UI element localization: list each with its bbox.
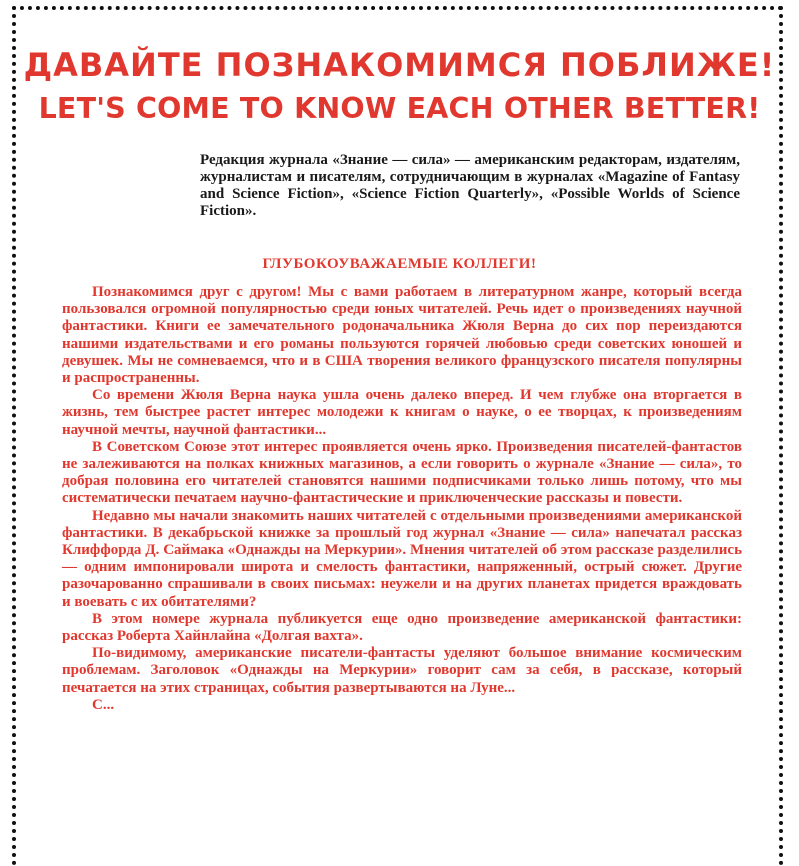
letter-body <box>62 284 742 714</box>
paragraph: В этом номере журнала публикуется еще одно произведение американской фантастики: рассказ Роберта Хайнлайна «Долгая вахта». <box>62 610 742 645</box>
paragraph: Познакомимся друг с другом! Мы с вами работаем в литературном жанре, который всегда пользовался огромной популярностью среди юных читателей. Речь идет о произведениях научной фантастики. Книги ее замечательного родоначальника Жюля Верна до сих пор переиздаются нашими издательствами и его романы пользуются горячей любовью среди советских юношей и девушек. Мы не сомневаемся, что и в США творения великого французского писателя популярны и распространенны. <box>62 284 742 387</box>
paragraph: Со времени Жюля Верна наука ушла очень далеко вперед. И чем глубже она вторгается в жизнь, тем быстрее растет интерес молодежи к книгам о науке, о ее творцах, к произведениям научной мечты, научной фантастики... <box>62 387 742 438</box>
editorial-address: Редакция журнала «Знание — сила» — американским редакторам, издателям, журналистам и писателям, сотрудничающим в журналах «Magazine of Fantasy and Science Fiction», «Science Fiction Quarterly», «Possible Worlds of Science Fiction». <box>200 152 740 219</box>
greeting-heading: ГЛУБОКОУВАЖАЕМЫЕ КОЛЛЕГИ! <box>262 256 537 272</box>
paragraph: По-видимому, американские писатели-фантасты уделяют большое внимание космическим проблемам. Заголовок «Однажды на Меркурии» говорит сам за себя, в рассказе, который печатается на этих страницах, события развертываются на Луне... <box>62 645 742 696</box>
paragraph: С... <box>92 696 115 713</box>
paragraph: Недавно мы начали знакомить наших читателей с отдельными произведениями американской фантастики. В декабрьской книжке за прошлый год журнал «Знание — сила» напечатал рассказ Клиффорда Д. Саймака «Однажды на Меркурии». Мнения читателей об этом рассказе разделились — одним импонировали широта и смелость фантастики, напряженный, острый сюжет. Другие разочарованно спрашивали в своих письмах: неужели и на других планетах придется враждовать и воевать с их обитателями? <box>62 507 742 610</box>
title-russian: ДАВАЙТЕ ПОЗНАКОМИМСЯ ПОБЛИЖЕ! <box>23 46 776 84</box>
paragraph: В Советском Союзе этот интерес проявляется очень ярко. Произведения писателей-фантастов не залеживаются на полках книжных магазинов, а если говорить о журнале «Знание — сила», то добрая половина его читателей становятся нашими подписчиками только лишь потому, что мы систематически печатаем научно-фантастические и приключенческие рассказы и повести. <box>62 438 742 507</box>
title-english: LET'S COME TO KNOW EACH OTHER BETTER! <box>38 92 761 125</box>
